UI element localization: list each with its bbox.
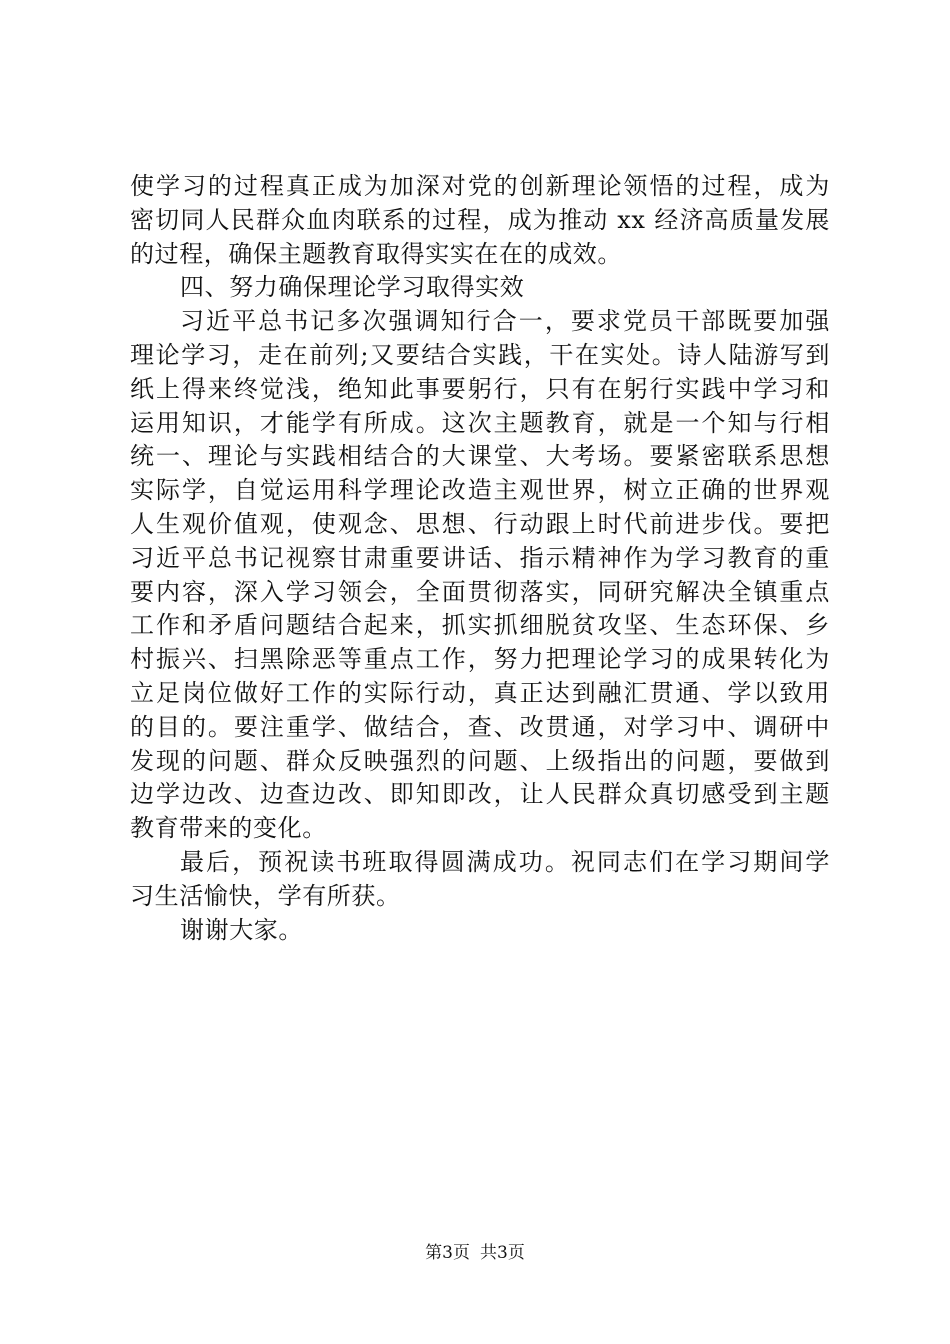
text-line: 立足岗位做好工作的实际行动，真正达到融汇贯通、学以致用: [130, 678, 830, 707]
text-line: 的目的。要注重学、做结合，查、改贯通，对学习中、调研中: [130, 712, 830, 741]
text-line: 实际学，自觉运用科学理论改造主观世界，树立正确的世界观: [130, 476, 830, 505]
text-line: 习近平总书记视察甘肃重要讲话、指示精神作为学习教育的重: [130, 543, 830, 572]
text-line: 运用知识，才能学有所成。这次主题教育，就是一个知与行相: [130, 408, 830, 437]
text-line: 人生观价值观，使观念、思想、行动跟上时代前进步伐。要把: [130, 509, 830, 538]
text-line: 使学习的过程真正成为加深对党的创新理论领悟的过程，成为: [130, 172, 830, 200]
text-line: 的过程，确保主题教育取得实实在在的成效。: [130, 239, 622, 268]
text-line: 工作和矛盾问题结合起来，抓实抓细脱贫攻坚、生态环保、乡: [130, 611, 830, 640]
page-number: 第3页: [425, 1243, 470, 1263]
text-line: 要内容，深入学习领会，全面贯彻落实，同研究解决全镇重点: [130, 577, 830, 606]
text-line: 村振兴、扫黑除恶等重点工作，努力把理论学习的成果转化为: [130, 645, 830, 674]
closing-line: 谢谢大家。: [180, 915, 303, 944]
text-line: 边学边改、边查边改、即知即改，让人民群众真切感受到主题: [130, 780, 830, 809]
page-total: 共3页: [480, 1243, 525, 1263]
document-body: [130, 170, 830, 947]
text-line: 理论学习，走在前列;又要结合实践，干在实处。诗人陆游写到: [130, 340, 830, 369]
text-line: 密切同人民群众血肉联系的过程，成为推动 xx 经济高质量发展: [130, 205, 830, 234]
text-line: 统一、理论与实践相结合的大课堂、大考场。要紧密联系思想: [130, 442, 830, 471]
text-line: 发现的问题、群众反映强烈的问题、上级指出的问题，要做到: [130, 746, 830, 775]
text-line: 纸上得来终觉浅，绝知此事要躬行，只有在躬行实践中学习和: [130, 374, 830, 403]
section-heading: 四、努力确保理论学习取得实效: [180, 273, 525, 302]
page-footer: [0, 1243, 950, 1263]
text-line: 最后，预祝读书班取得圆满成功。祝同志们在学习期间学: [180, 847, 830, 876]
text-line: 习近平总书记多次强调知行合一，要求党员干部既要加强: [180, 307, 830, 336]
text-line: 教育带来的变化。: [130, 814, 327, 843]
text-line: 习生活愉快，学有所获。: [130, 881, 401, 910]
